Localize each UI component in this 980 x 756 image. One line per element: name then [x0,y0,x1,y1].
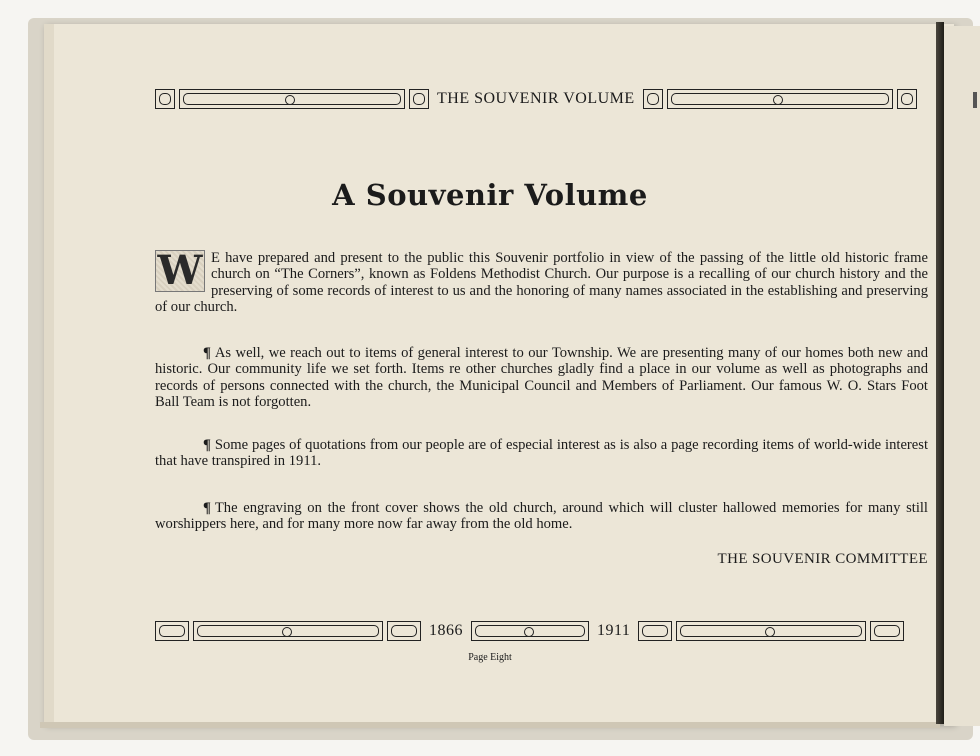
footer-band [155,619,928,643]
ornament-end [638,621,672,641]
paragraph-engraving-text: The engraving on the front cover shows the old church, around which will cluster hallowed memories for many still worshippers here, and for many more now far away from the old home. [155,500,928,533]
header-band [155,87,928,111]
paragraph-township-text: As well, we reach out to items of general interest to our Township. We are presenting many of our homes both new and historic. Our community life we set forth. Items re other churches gladly find a place in our volume as well as photographs and records of persons connected with the church, the Municipal Council and Members of Parliament. Our famous W. O. Stars Foot Ball Team is not forgotten. [155,345,928,411]
ornament-end [409,89,429,109]
ornament-end-left [155,89,175,109]
paragraph-intro-text: E have prepared and present to the public this Souvenir portfolio in view of the passing of the little old historic frame church on “The Corners”, known as Foldens Methodist Church. Our purpose is a recalling of our church history and the preserving of some records of interest to us and the honoring of many names associated in the establishing and preserving of our church. [155,250,928,316]
pilcrow-icon: ¶ [203,437,211,453]
ornament-bar-right [667,89,893,109]
ornament-ring-icon [282,627,292,637]
header-title: THE SOUVENIR VOLUME [437,90,635,107]
facing-page-edge [944,26,980,726]
ornament-bar-left [179,89,405,109]
ornament-ring-icon [773,95,783,105]
ornament-ring-icon [765,627,775,637]
ornament-end-right [897,89,917,109]
ornament-ring-icon [524,627,534,637]
pilcrow-icon: ¶ [203,345,211,361]
year-end: 1911 [597,622,631,639]
ornament-end-left [155,621,189,641]
signature: THE SOUVENIR COMMITTEE [717,551,928,567]
page-bottom-edge [40,722,940,728]
ornament-ring-icon [285,95,295,105]
ornament-bar-left [193,621,383,641]
drop-cap: W [155,250,205,292]
year-start: 1866 [429,622,463,639]
paragraph-quotations [155,437,928,470]
paragraph-engraving [155,500,928,533]
ornament-end [643,89,663,109]
paragraph-township [155,345,928,411]
ornament-end-right [870,621,904,641]
pilcrow-icon: ¶ [203,500,211,516]
ornament-end [387,621,421,641]
ornament-bar-right [676,621,866,641]
paragraph-intro [155,247,928,316]
book-spine [936,22,944,724]
page-title: A Souvenir Volume [332,178,648,212]
ornament-bar-center [471,621,589,641]
paragraph-quotations-text: Some pages of quotations from our people are of especial interest as is also a page recording items of world-wide interest that have transpired in 1911. [155,437,928,470]
facing-page-mark [973,92,977,108]
page-number: Page Eight [468,652,512,663]
